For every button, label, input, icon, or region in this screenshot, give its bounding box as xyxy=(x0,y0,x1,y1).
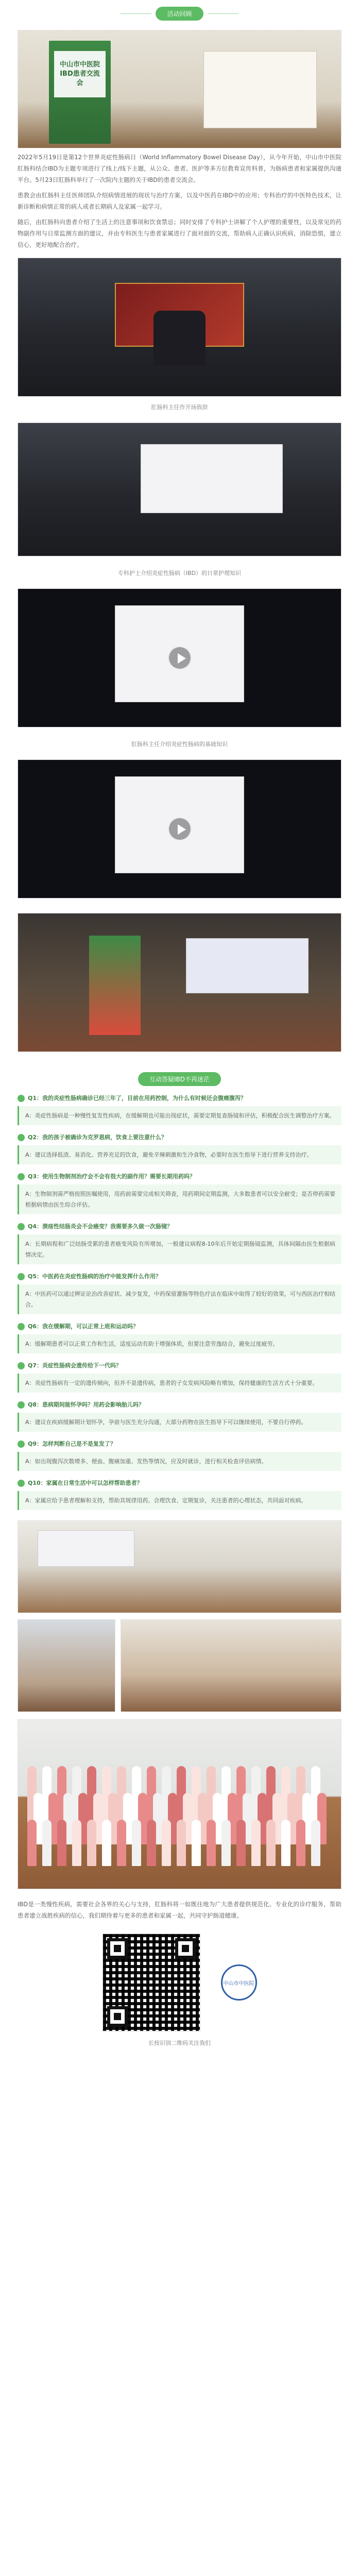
group-member xyxy=(296,1820,305,1866)
photo-row-4 xyxy=(0,1517,359,1616)
group-member xyxy=(72,1820,81,1866)
question-dot-icon xyxy=(18,1223,25,1230)
question-text: Q5：中医药在炎症性肠病的治疗中能发挥什么作用？ xyxy=(28,1273,162,1280)
intro-paragraph-3: 随后，由肛肠科向患者介绍了生活上的注意事项和饮食禁忌；同时安排了专科护士讲解了个人护理的重要性，以及常见的药物副作用与日常监测方面的建议，并由专科医生与患者家属进行了面对面的交流，帮助病人正确认识疾病，消除恐惧，建立信心，更好地配合治疗。 xyxy=(18,218,341,248)
intro-paragraph-2: 患教会由肛肠科主任医师团队介绍病情进展的现状与治疗方案，以及中医药在IBD中的应用；专科治疗的中医特色技术，让新诊断和病情正常的病人或者长期病人及家属一起学习。 xyxy=(18,192,341,210)
qa-item xyxy=(18,1132,341,1164)
question-dot-icon xyxy=(18,1273,25,1280)
qr-section xyxy=(0,1934,359,2039)
question-text: Q9：怎样判断自己是不是复发了？ xyxy=(28,1440,116,1447)
question xyxy=(18,1400,341,1410)
group-member xyxy=(57,1820,66,1866)
photo-row-2 xyxy=(0,419,359,560)
play-icon[interactable] xyxy=(168,646,192,670)
qa-item xyxy=(18,1222,341,1264)
photo-row-3 xyxy=(0,910,359,1055)
answer-text: A：建议选择低渣、易消化、营养充足的饮食，避免辛辣刺激和生冷食物，必要时在医生指导下进行营养支持治疗。 xyxy=(18,1145,341,1164)
stage-screen xyxy=(186,938,309,993)
answer-text: A：缓解期患者可以正常工作和生活，适度运动有助于增强体质，但要注意劳逸结合，避免过度疲劳。 xyxy=(18,1334,341,1353)
projector-screen xyxy=(141,444,283,513)
audience-photo[interactable] xyxy=(18,1520,341,1613)
group-member xyxy=(207,1820,216,1866)
answer-text: A：家属应给予患者理解和支持，帮助其规律用药、合理饮食、定期复诊，关注患者的心理状态，共同面对疾病。 xyxy=(18,1491,341,1510)
question-text: Q4：溃疡性结肠炎会不会癌变？我需要多久做一次肠镜？ xyxy=(28,1223,173,1230)
qa-list xyxy=(0,1093,359,1510)
group-member xyxy=(162,1820,171,1866)
group-member xyxy=(117,1820,126,1866)
play-icon[interactable] xyxy=(168,817,192,841)
hospital-seal: 中山市中医院 xyxy=(221,1964,257,2001)
group-member xyxy=(27,1820,37,1866)
answer-text: A：炎症性肠病是一种慢性复发性疾病，在缓解期也可能出现症状，需要定期复查肠镜和评估，积极配合医生调整治疗方案。 xyxy=(18,1106,341,1125)
photo-caption-3: 肛肠科主任介绍炎症性肠病的基础知识 xyxy=(131,741,228,748)
group-photo[interactable] xyxy=(18,1719,341,1889)
question xyxy=(18,1132,341,1142)
video-player-2[interactable] xyxy=(18,759,341,899)
question-dot-icon xyxy=(18,1440,25,1448)
banner-photo[interactable] xyxy=(18,30,341,148)
group-member xyxy=(311,1820,320,1866)
question-dot-icon xyxy=(18,1323,25,1330)
group-member xyxy=(281,1820,290,1866)
question xyxy=(18,1222,341,1231)
group-member xyxy=(42,1820,52,1866)
question-text: Q3：使用生物制剂治疗会不会有很大的副作用？需要长期用药吗？ xyxy=(28,1173,196,1180)
group-member xyxy=(236,1820,246,1866)
question xyxy=(18,1272,341,1281)
group-member xyxy=(147,1820,156,1866)
answer-text: A：如出现腹泻次数增多、便血、腹痛加重、发热等情况，应及时就诊，进行相关检查评估病情。 xyxy=(18,1452,341,1471)
video-row-2 xyxy=(0,756,359,902)
meeting-screen xyxy=(38,1530,134,1567)
group-member xyxy=(192,1820,201,1866)
question xyxy=(18,1478,341,1488)
question xyxy=(18,1093,341,1103)
question-text: Q7：炎症性肠病会遗传给下一代吗？ xyxy=(28,1362,122,1369)
answer-text: A：炎症性肠病有一定的遗传倾向，但并不是遗传病，患者的子女发病风险略有增加，保持健康的生活方式十分重要。 xyxy=(18,1374,341,1393)
qa-item xyxy=(18,1400,341,1432)
opening-speech-photo[interactable] xyxy=(18,258,341,397)
group-member xyxy=(266,1820,276,1866)
question-text: Q1：我的炎症性肠病确诊已经三年了，目前在用药控制，为什么有时候还会腹痛腹泻？ xyxy=(28,1095,247,1101)
photo-caption-2: 专科护士介绍炎症性肠病（IBD）的日常护理知识 xyxy=(117,570,242,577)
qa-item xyxy=(18,1172,341,1214)
recap-header xyxy=(0,0,359,27)
question-text: Q2：我的孩子被确诊为克罗恩病，饮食上要注意什么？ xyxy=(28,1134,167,1141)
question-dot-icon xyxy=(18,1095,25,1102)
standee-text: 中山市中医院 IBD患者交流会 xyxy=(54,51,106,97)
qa-item xyxy=(18,1361,341,1393)
question-text: Q8：患病期间能怀孕吗？用药会影响胎儿吗？ xyxy=(28,1401,145,1408)
group-member xyxy=(132,1820,141,1866)
qr-corner-icon xyxy=(175,1938,196,1959)
qa-item xyxy=(18,1321,341,1353)
qa-title: 互动答疑IBD不再迷茫 xyxy=(138,1072,221,1086)
answer-text: A：中医药可以通过辨证论治改善症状、减少复发，中药保留灌肠等特色疗法在临床中取得了较好的效果，可与西医治疗相结合。 xyxy=(18,1284,341,1314)
question-dot-icon xyxy=(18,1480,25,1487)
question xyxy=(18,1439,341,1449)
group-member xyxy=(251,1820,261,1866)
exchange-photo-left[interactable] xyxy=(18,1619,115,1712)
group-member xyxy=(177,1820,186,1866)
group-member xyxy=(87,1820,96,1866)
group-member xyxy=(221,1820,231,1866)
exchange-photo-right[interactable] xyxy=(121,1619,341,1712)
photo-row-5 xyxy=(0,1616,359,1715)
answer-text: A：长期病程和广泛结肠受累的患者癌变风险有所增加，一般建议病程8-10年后开始定期肠镜监测，具体间隔由医生根据病情决定。 xyxy=(18,1234,341,1264)
question-dot-icon xyxy=(18,1173,25,1180)
event-standee xyxy=(89,936,141,1035)
lecture-photo[interactable] xyxy=(18,422,341,556)
qa-item xyxy=(18,1439,341,1471)
qa-item xyxy=(18,1478,341,1510)
intro-paragraph-1: 2022年5月19日是第12个世界炎症性肠病日（World Inflammatory Bowel Disease Day），从今年开始，中山市中医院肛肠科结合IBD为主题专项进行了线上/线下主题，从公众、患者、医护等多方位教育宣传科普，为肠病患者和家属提供沟通平台。5月23日肛肠科举行了一次院内主题的关于IBD的患者交流会。 xyxy=(18,154,341,183)
answer-text: A：建议在疾病缓解期计划怀孕，孕前与医生充分沟通，大部分药物在医生指导下可以继续使用，不要自行停药。 xyxy=(18,1413,341,1432)
qa-item xyxy=(18,1093,341,1125)
question-dot-icon xyxy=(18,1401,25,1409)
question xyxy=(18,1361,341,1370)
video-player-1[interactable] xyxy=(18,588,341,727)
qa-item xyxy=(18,1272,341,1314)
qa-header xyxy=(0,1064,359,1093)
speaker xyxy=(153,311,205,366)
wall-board xyxy=(203,51,317,128)
photo-row-1 xyxy=(0,255,359,400)
standee xyxy=(49,41,111,144)
qr-corner-icon xyxy=(107,1938,128,1959)
question-text: Q6：我在缓解期，可以正常上班和运动吗？ xyxy=(28,1323,139,1330)
answer-text: A：生物制剂需严格按照医嘱使用，用药前需要完成相关筛查，用药期间定期监测，大多数患者可以安全耐受；是否停药需要根据病情由医生综合评估。 xyxy=(18,1184,341,1214)
video-row-1 xyxy=(0,585,359,731)
question xyxy=(18,1321,341,1331)
standee-hall-photo[interactable] xyxy=(18,913,341,1052)
recap-title: 活动回顾 xyxy=(156,7,203,21)
photo-caption-1: 肛肠科主任作开场致辞 xyxy=(151,404,208,411)
group-member xyxy=(102,1820,111,1866)
banner-photo-row xyxy=(0,27,359,151)
qr-caption: 长按识别二维码关注我们 xyxy=(148,2040,211,2046)
qr-corner-icon xyxy=(107,2006,128,2027)
question xyxy=(18,1172,341,1181)
question-dot-icon xyxy=(18,1134,25,1141)
qr-code[interactable] xyxy=(102,1934,200,2031)
closing-paragraph: IBD是一类慢性疾病，需要社会各界的关心与支持，肛肠科将一如既往地为广大患者提供规范化、专业化的诊疗服务，帮助患者建立战胜疾病的信心，我们期待着与更多的患者和家属一起，共同守护肠道健康。 xyxy=(18,1901,341,1919)
question-text: Q10：家属在日常生活中可以怎样帮助患者？ xyxy=(28,1480,143,1486)
question-dot-icon xyxy=(18,1362,25,1369)
